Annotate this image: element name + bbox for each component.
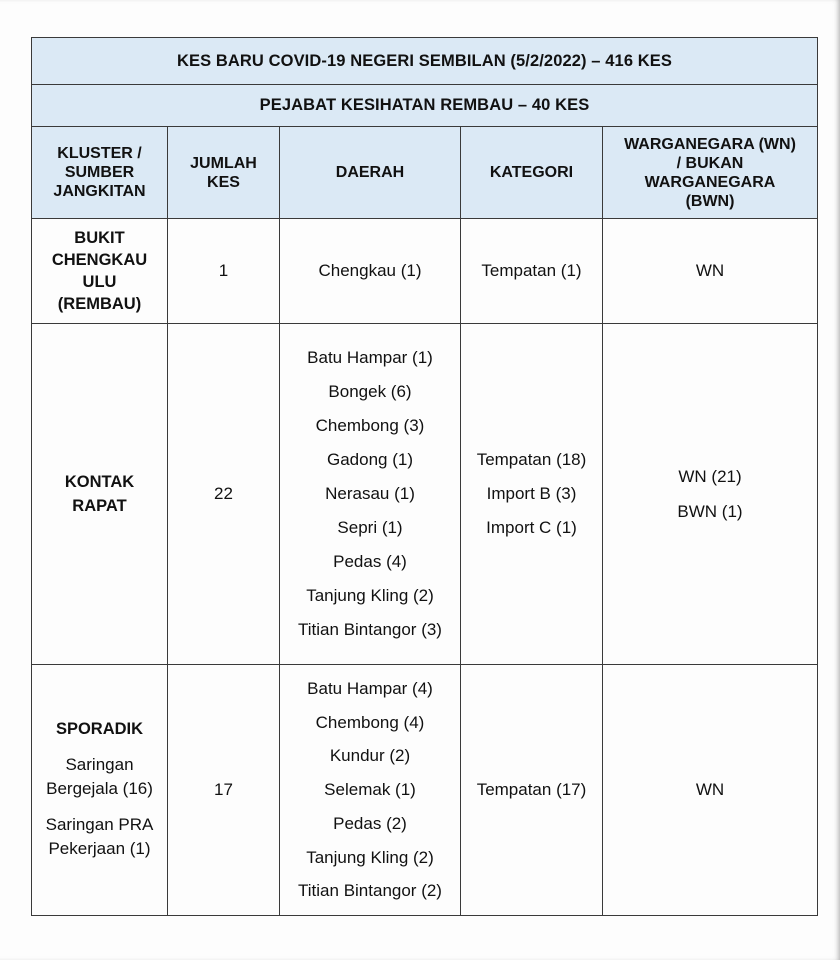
header-warganegara: WARGANEGARA (WN) / BUKAN WARGANEGARA (BWN)	[603, 127, 818, 219]
header-jumlah-kes: JUMLAH KES	[168, 127, 280, 219]
header-kategori: KATEGORI	[461, 127, 603, 219]
cell-kategori: Tempatan (17)	[461, 665, 603, 916]
cell-warganegara: WN (21) BWN (1)	[603, 324, 818, 665]
cell-kategori: Tempatan (1)	[461, 219, 603, 324]
table-subtitle: PEJABAT KESIHATAN REMBAU – 40 KES	[32, 85, 818, 127]
cell-kluster: BUKIT CHENGKAU ULU (REMBAU)	[32, 219, 168, 324]
header-kluster: KLUSTER / SUMBER JANGKITAN	[32, 127, 168, 219]
cell-jumlah: 17	[168, 665, 280, 916]
table-row	[32, 665, 818, 916]
cell-warganegara: WN	[603, 665, 818, 916]
cell-jumlah: 1	[168, 219, 280, 324]
cell-jumlah: 22	[168, 324, 280, 665]
cell-kluster: SPORADIK Saringan Bergejala (16) Saringan PRA Pekerjaan (1)	[32, 665, 168, 916]
cell-kluster: KONTAK RAPAT	[32, 324, 168, 665]
cell-kategori: Tempatan (18) Import B (3) Import C (1)	[461, 324, 603, 665]
cell-warganegara: WN	[603, 219, 818, 324]
covid-case-table	[31, 37, 818, 916]
cell-daerah: Batu Hampar (1) Bongek (6) Chembong (3) Gadong (1) Nerasau (1) Sepri (1) Pedas (4) Tanjung Kling (2) Titian Bintangor (3)	[280, 324, 461, 665]
cell-daerah: Chengkau (1)	[280, 219, 461, 324]
table-row	[32, 219, 818, 324]
header-daerah: DAERAH	[280, 127, 461, 219]
table-row	[32, 324, 818, 665]
cell-daerah: Batu Hampar (4) Chembong (4) Kundur (2) Selemak (1) Pedas (2) Tanjung Kling (2) Titian Bintangor (2)	[280, 665, 461, 916]
table-title: KES BARU COVID-19 NEGERI SEMBILAN (5/2/2022) – 416 KES	[32, 38, 818, 85]
